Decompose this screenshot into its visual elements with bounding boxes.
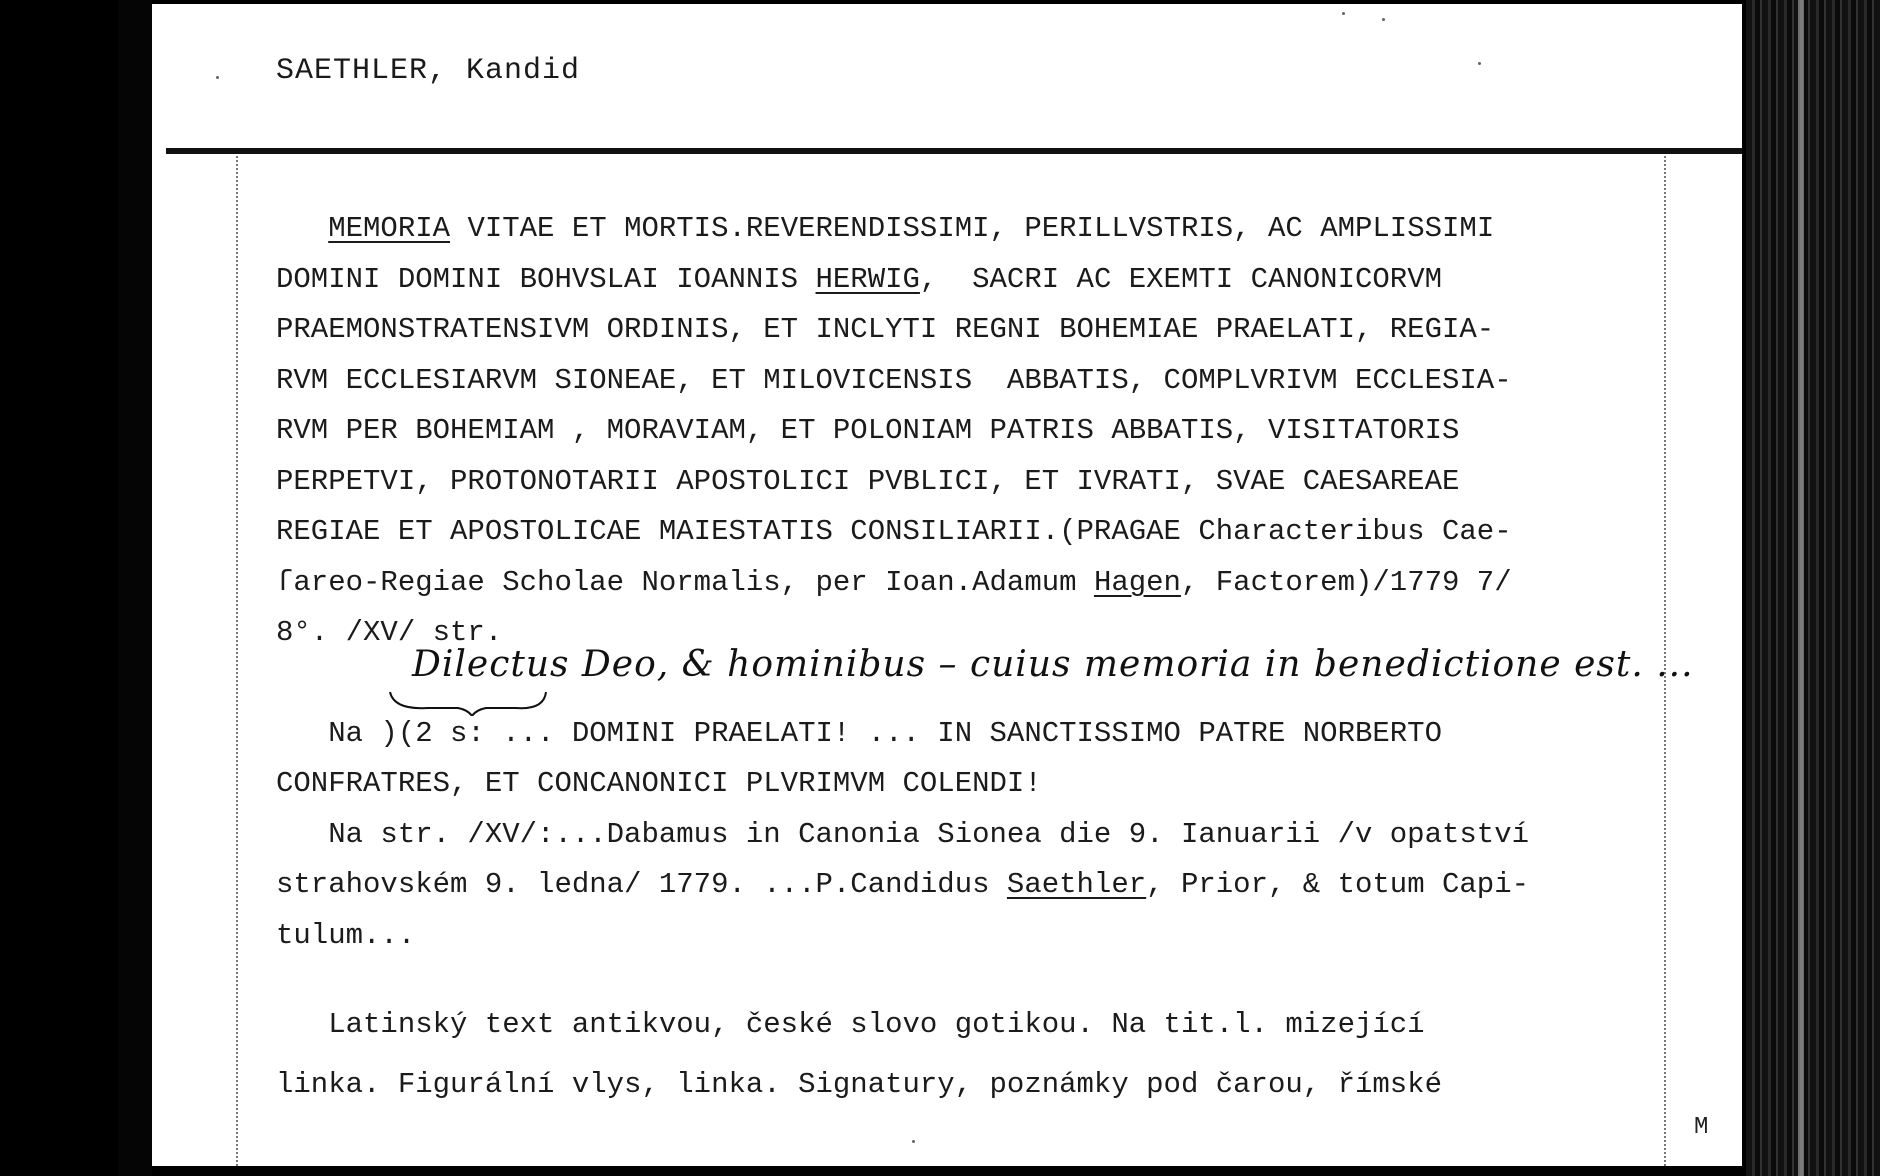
description-block — [276, 995, 1706, 1115]
annotation-brace — [388, 690, 548, 716]
title-line: PRAEMONSTRATENSIVM ORDINIS, ET INCLYTI REGNI BOHEMIAE PRAELATI, REGIA- — [276, 313, 1495, 346]
note-line: strahovském 9. ledna/ 1779. ...P.Candidus Saethler, Prior, & totum Capi- — [276, 868, 1530, 901]
title-line: DOMINI DOMINI BOHVSLAI IOANNIS HERWIG, SACRI AC EXEMTI CANONICORVM — [276, 262, 1443, 296]
title-line: MEMORIA VITAE ET MORTIS.REVERENDISSIMI, PERILLVSTRIS, AC AMPLISSIMI — [328, 212, 1495, 245]
description-line: Latinský text antikvou, české slovo gotikou. Na tit.l. mizející — [276, 1008, 1425, 1041]
heading-rule — [166, 148, 1742, 154]
scan-right-border — [1746, 0, 1880, 1176]
title-line: 8°. /XV/ str. — [276, 616, 503, 649]
description-line: linka. Figurální vlys, linka. Signatury, poznámky pod čarou, římské — [276, 1068, 1442, 1101]
title-line: PERPETVI, PROTONOTARII APOSTOLICI PVBLICI, ET IVRATI, SVAE CAESAREAE — [276, 464, 1460, 498]
note-line: CONFRATRES, ET CONCANONICI PLVRIMVM COLENDI! — [276, 767, 1042, 800]
handwritten-annotation: Dilectus Deo, & hominibus – cuius memoria in benedictione est. ... — [412, 644, 1694, 685]
title-line: RVM ECCLESIARVM SIONEAE, ET MILOVICENSIS ABBATIS, COMPLVRIVM ECCLESIA- — [276, 363, 1512, 397]
scan-speck — [216, 76, 219, 79]
left-margin-line — [236, 156, 238, 1166]
scan-speck — [1342, 12, 1345, 15]
title-line: REGIAE ET APOSTOLICAE MAIESTATIS CONSILIARII.(PRAGAE Characteribus Cae- — [276, 515, 1512, 548]
notes-block — [276, 709, 1706, 962]
title-line: RVM PER BOHEMIAM , MORAVIAM, ET POLONIAM PATRIS ABBATIS, VISITATORIS — [276, 414, 1460, 447]
note-line: Na )(2 s: ... DOMINI PRAELATI! ... IN SANCTISSIMO PATRE NORBERTO — [276, 716, 1442, 750]
title-line: ſareo-Regiae Scholae Normalis, per Ioan.Adamum Hagen, Factorem)/1779 7/ — [276, 565, 1512, 599]
corner-mark: M — [1694, 1114, 1709, 1141]
paragraph-gap — [276, 961, 1706, 995]
scan-speck — [1478, 62, 1481, 65]
note-line: Na str. /XV/:...Dabamus in Canonia Sionea die 9. Ianuarii /v opatství — [276, 817, 1530, 851]
note-line: tulum... — [276, 918, 416, 952]
scan-left-border — [118, 0, 152, 1176]
catalog-card — [152, 4, 1742, 1166]
card-heading: SAETHLER, Kandid — [276, 54, 581, 88]
scan-speck — [1382, 18, 1385, 21]
title-block — [276, 204, 1706, 659]
scan-speck — [912, 1140, 915, 1143]
